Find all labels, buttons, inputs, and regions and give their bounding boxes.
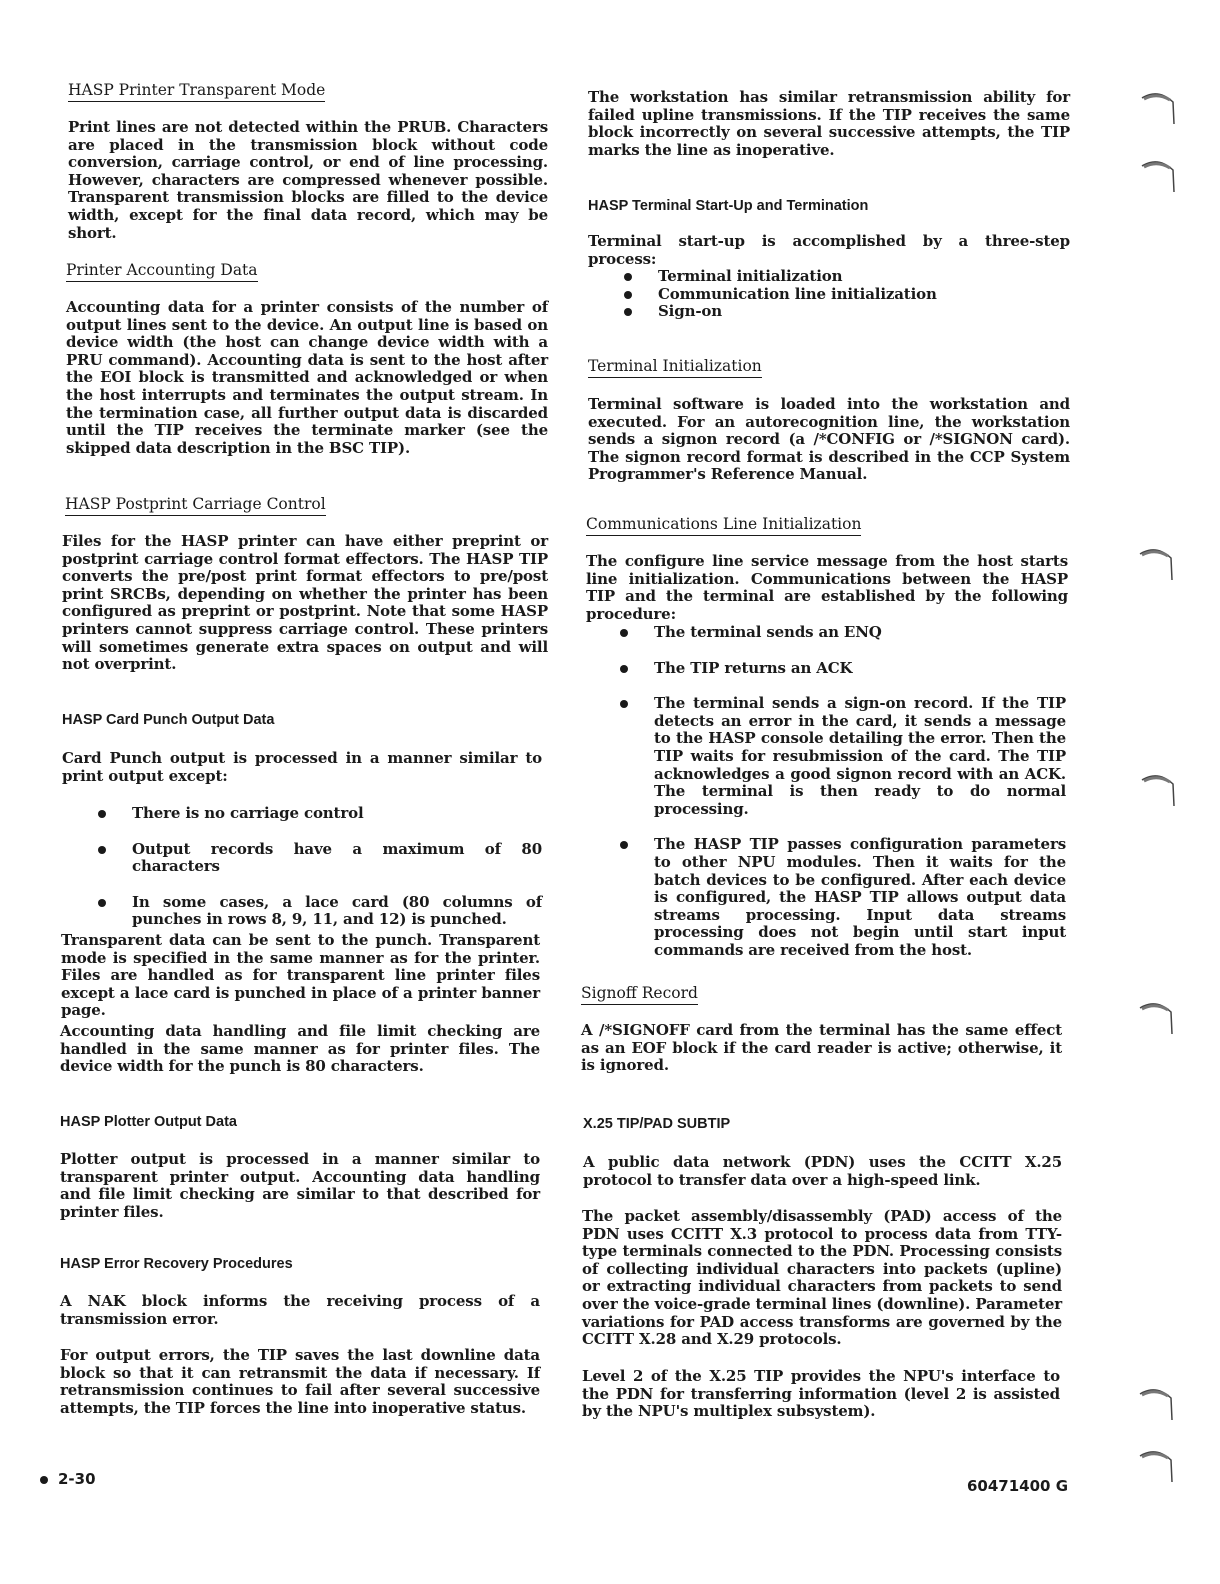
list-item-text: There is no carriage control — [132, 804, 364, 822]
bullet-list — [588, 268, 1070, 321]
paragraph-block — [60, 1151, 540, 1221]
list-item-text: The terminal sends an ENQ — [654, 623, 882, 641]
section-heading: X.25 TIP/PAD SUBTIP — [583, 1116, 731, 1132]
paragraph: Level 2 of the X.25 TIP provides the NPU's interface to the PDN for transferring information (level 2 is assisted by the NPU's multiplex subsystem). — [582, 1367, 1060, 1421]
section-plotter — [60, 1114, 546, 1130]
bullet-icon — [624, 273, 632, 281]
bullet-icon — [98, 846, 106, 854]
paragraph: The workstation has similar retransmission ability for failed upline transmissions. If the TIP receives the same block incorrectly on several successive attempts, the TIP marks the line as inoperative. — [588, 88, 1070, 159]
paragraph: For output errors, the TIP saves the last downline data block so that it can retransmit the data if necessary. If retransmission continues to fail after several successive attempts, the TIP forces the line into inoperative status. — [60, 1346, 540, 1417]
paragraph-block — [582, 1368, 1060, 1421]
binder-ring-mark-icon — [1138, 544, 1174, 586]
paragraph: The configure line service message from the host starts line initialization. Communications between the HASP TIP and the terminal are established by the following procedure: — [586, 552, 1068, 623]
paragraph-block — [583, 1154, 1062, 1189]
bullet-icon — [620, 629, 628, 637]
paragraph-block — [66, 299, 548, 457]
list-item — [588, 268, 1070, 286]
list-item-text: Communication line initialization — [658, 284, 937, 303]
section-heading: HASP Terminal Start-Up and Termination — [588, 198, 869, 214]
section-x25 — [583, 1116, 1070, 1132]
list-item — [62, 805, 542, 823]
paragraph: Terminal software is loaded into the workstation and executed. For an autorecognition line, the workstation sends a signon record (a /*CONFIG or /*SIGNON card). The signon record format is described in the CCP System Programmer's Reference Manual. — [588, 395, 1070, 484]
paragraph-block — [60, 1023, 540, 1076]
binder-ring-mark-icon — [1138, 1446, 1174, 1488]
paragraph-block — [586, 553, 1068, 623]
paragraph: Card Punch output is processed in a manner similar to print output except: — [62, 749, 542, 785]
section-hasp-printer-transparent — [68, 80, 546, 102]
section-heading: Communications Line Initialization — [586, 515, 861, 536]
section-printer-accounting — [66, 260, 546, 282]
paragraph-block — [62, 750, 542, 785]
list-item — [584, 660, 1066, 678]
paragraph: A NAK block informs the receiving process of a transmission error. — [60, 1292, 540, 1328]
list-item — [62, 841, 542, 876]
paragraph: Accounting data for a printer consists of the number of output lines sent to the device. An output line is based on device width (the host can change device width with a PRU command). Accounting data is sent to the host after the EOI block is transmitted and acknowledged or when the host interrupts and terminates the output stream. In the termination case, all further output data is discarded until the TIP receives the terminate marker (see the skipped data description in the BSC TIP). — [66, 298, 548, 457]
paragraph: A public data network (PDN) uses the CCITT X.25 protocol to transfer data over a high-speed link. — [583, 1153, 1062, 1189]
binder-ring-mark-icon — [1138, 998, 1174, 1040]
paragraph: Transparent data can be sent to the punch. Transparent mode is specified in the same manner as for the printer. Files are handled as for transparent line printer files except a lace card is punched in place of a printer banner page. — [61, 931, 540, 1020]
binder-ring-mark-icon — [1140, 770, 1176, 812]
paragraph-block — [588, 396, 1070, 484]
page-number — [40, 1470, 96, 1488]
paragraph: Files for the HASP printer can have either preprint or postprint carriage control format effectors. The HASP TIP converts the pre/post print format effectors to pre/post print SRCBs, depending on whether the printer has been configured as preprint or postprint. Note that some HASP printers cannot suppress carriage control. These printers will sometimes generate extra spaces on output and will not overprint. — [62, 532, 548, 674]
section-heading: Printer Accounting Data — [66, 261, 258, 282]
bullet-icon — [40, 1476, 48, 1484]
paragraph-block — [588, 233, 1070, 268]
list-item-text: The TIP returns an ACK — [654, 658, 853, 677]
page-number-text: 2-30 — [58, 1470, 96, 1488]
bullet-icon — [98, 810, 106, 818]
section-heading: HASP Card Punch Output Data — [62, 712, 275, 728]
list-item-text: Sign-on — [658, 302, 723, 321]
section-heading: HASP Printer Transparent Mode — [68, 81, 325, 102]
bullet-list — [584, 624, 1066, 960]
bullet-icon — [620, 665, 628, 673]
section-hasp-postprint — [65, 494, 546, 516]
section-signoff — [581, 983, 1070, 1005]
section-terminal-startup — [588, 198, 1070, 214]
list-item — [584, 624, 1066, 642]
bullet-icon — [620, 700, 628, 708]
list-item — [588, 286, 1070, 304]
section-heading: HASP Error Recovery Procedures — [60, 1256, 293, 1272]
bullet-icon — [620, 841, 628, 849]
paragraph: Terminal start-up is accomplished by a three-step process: — [588, 232, 1070, 268]
paragraph-block — [68, 119, 548, 242]
paragraph: Accounting data handling and file limit checking are handled in the same manner as for printer files. The device width for the punch is 80 characters. — [60, 1022, 540, 1076]
list-item — [62, 894, 542, 929]
paragraph: A /*SIGNOFF card from the terminal has the same effect as an EOF block if the card reader is active; otherwise, it is ignored. — [581, 1021, 1062, 1075]
list-item — [584, 836, 1066, 959]
list-item-text: In some cases, a lace card (80 columns of punches in rows 8, 9, 11, and 12) is punched. — [132, 892, 542, 929]
section-heading: Signoff Record — [581, 984, 698, 1005]
paragraph-block — [581, 1022, 1062, 1075]
paragraph-block — [582, 1208, 1062, 1349]
paragraph: Plotter output is processed in a manner similar to transparent printer output. Accounting data handling and file limit checking are similar to that described for printer files. — [60, 1150, 540, 1221]
bullet-icon — [98, 899, 106, 907]
section-heading: Terminal Initialization — [588, 357, 762, 378]
section-heading: HASP Postprint Carriage Control — [65, 495, 326, 516]
bullet-icon — [624, 308, 632, 316]
paragraph-block — [62, 533, 548, 674]
paragraph-block — [60, 1347, 540, 1417]
paragraph-block — [588, 89, 1070, 159]
list-item — [584, 695, 1066, 818]
list-item-text: The HASP TIP passes configuration parameters to other NPU modules. Then it waits for the batch devices to be configured. After each device is configured, the HASP TIP allows output data streams processing. Input data streams processing does not begin until start input commands are received from the host. — [654, 835, 1066, 959]
binder-ring-mark-icon — [1138, 1384, 1174, 1426]
paragraph-block — [61, 932, 540, 1020]
document-number: 60471400 G — [967, 1477, 1069, 1495]
section-card-punch — [62, 712, 546, 728]
paragraph-block — [60, 1293, 540, 1328]
section-comm-line-init — [586, 514, 1070, 536]
bullet-list — [62, 805, 542, 929]
section-heading: HASP Plotter Output Data — [60, 1114, 237, 1130]
list-item-text: Terminal initialization — [658, 267, 843, 285]
list-item — [588, 303, 1070, 321]
paragraph: The packet assembly/disassembly (PAD) access of the PDN uses CCITT X.3 protocol to process data from TTY-type terminals connected to the PDN. Processing consists of collecting individual characters into packets (upline) or extracting individual characters from packets to send over the voice-grade terminal lines (downline). Parameter variations for PAD access transforms are governed by the CCITT X.28 and X.29 protocols. — [582, 1207, 1062, 1349]
paragraph: Print lines are not detected within the PRUB. Characters are placed in the transmission block without code conversion, carriage control, or end of line processing. However, characters are compressed whenever possible. Transparent transmission blocks are filled to the device width, except for the final data record, which may be short. — [68, 118, 548, 242]
list-item-text: Output records have a maximum of 80 characters — [132, 839, 542, 876]
binder-ring-mark-icon — [1140, 156, 1176, 198]
bullet-icon — [624, 291, 632, 299]
section-terminal-initialization — [588, 356, 1070, 378]
section-error-recovery — [60, 1256, 546, 1272]
list-item-text: The terminal sends a sign-on record. If the TIP detects an error in the card, it sends a message to the HASP console detailing the error. Then the TIP waits for resubmission of the card. The TIP acknowledges a good signon record with an ACK. The terminal is then ready to do normal processing. — [654, 694, 1066, 818]
binder-ring-mark-icon — [1140, 88, 1176, 130]
